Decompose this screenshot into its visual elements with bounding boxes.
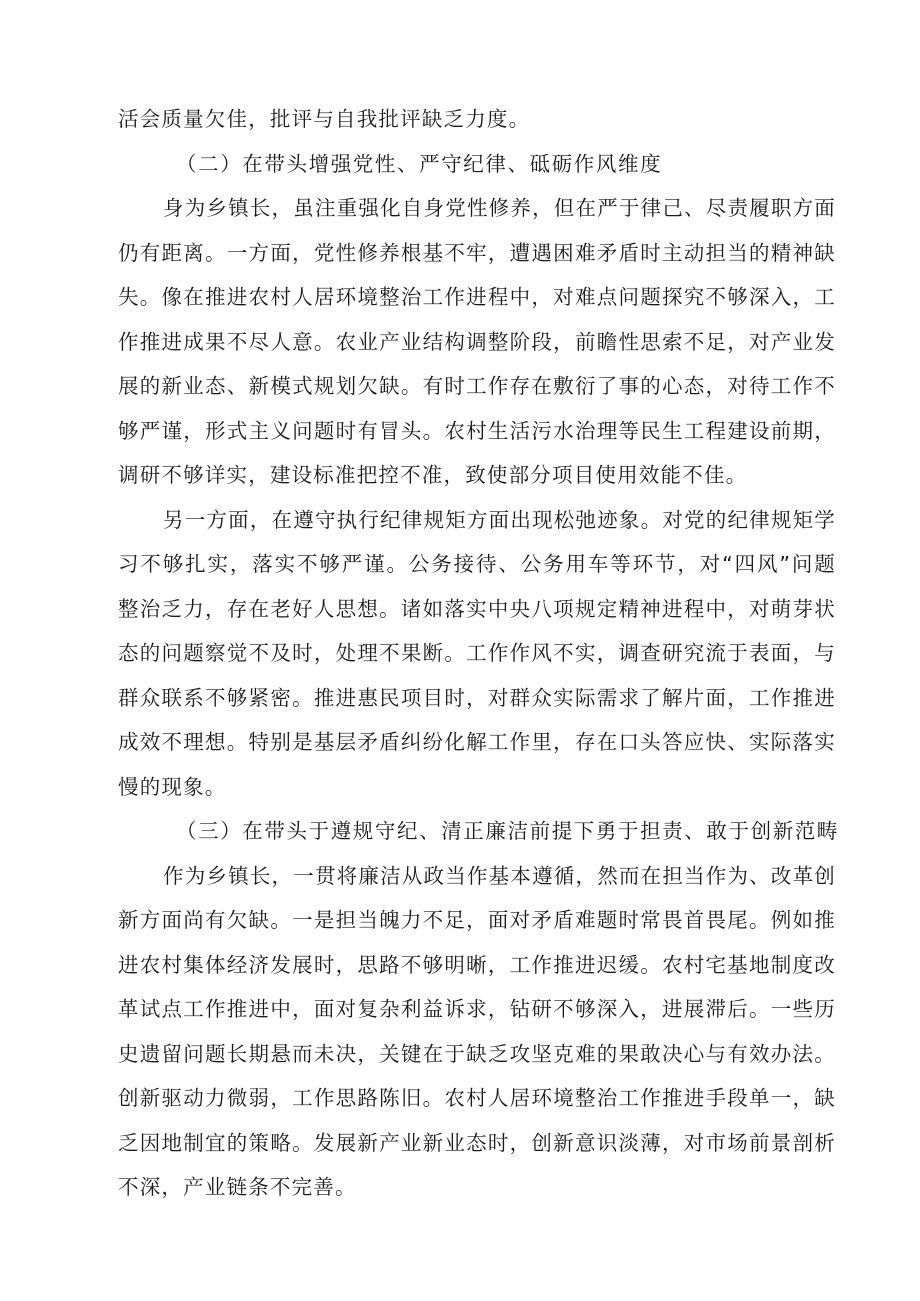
paragraph-continuation: 活会质量欠佳，批评与自我批评缺乏力度。 bbox=[118, 107, 531, 131]
section-heading-3: （三）在带头于遵规守纪、清正廉洁前提下勇于担责、敢于创新范畴 bbox=[176, 819, 839, 843]
paragraph-section-2-part-1: 身为乡镇长，虽注重强化自身党性修养，但在严于律己、尽责履职方面仍有距离。一方面，党性修养根基不牢，遭遇困难矛盾时主动担当的精神缺失。像在推进农村人居环境整治工作进程中，对难点问题探究不够深入，工作推进成果不尽人意。农业产业结构调整阶段，前瞻性思索不足，对产业发展的新业态、新模式规划欠缺。有时工作存在敷衍了事的心态，对待工作不够严谨，形式主义问题时有冒头。农村生活污水治理等民生工程建设前期，调研不够详实，建设标准把控不准，致使部分项目使用效能不佳。 bbox=[118, 196, 836, 487]
paragraph-section-2-part-2: 另一方面，在遵守执行纪律规矩方面出现松弛迹象。对党的纪律规矩学习不够扎实，落实不够严谨。公务接待、公务用车等环节，对“四风”问题整治乏力，存在老好人思想。诸如落实中央八项规定精神进程中，对萌芽状态的问题察觉不及时，处理不果断。工作作风不实，调查研究流于表面，与群众联系不够紧密。推进惠民项目时，对群众实际需求了解片面，工作推进成效不理想。特别是基层矛盾纠纷化解工作里，存在口头答应快、实际落实慢的现象。 bbox=[118, 507, 836, 799]
section-heading-2: （二）在带头增强党性、严守纪律、砥砺作风维度 bbox=[176, 151, 663, 176]
paragraph-section-3: 作为乡镇长，一贯将廉洁从政当作基本遵循，然而在担当作为、改革创新方面尚有欠缺。一是担当魄力不足，面对矛盾难题时常畏首畏尾。例如推进农村集体经济发展时，思路不够明晰，工作推进迟缓。农村宅基地制度改革试点工作推进中，面对复杂利益诉求，钻研不够深入，进展滞后。一些历史遗留问题长期悬而未决，关键在于缺乏攻坚克难的果敢决心与有效办法。创新驱动力微弱，工作思路陈旧。农村人居环境整治工作推进手段单一，缺乏因地制宜的策略。发展新产业新业态时，创新意识淡薄，对市场前景剖析不深，产业链条不完善。 bbox=[118, 863, 836, 1199]
document-body bbox=[118, 97, 839, 1210]
